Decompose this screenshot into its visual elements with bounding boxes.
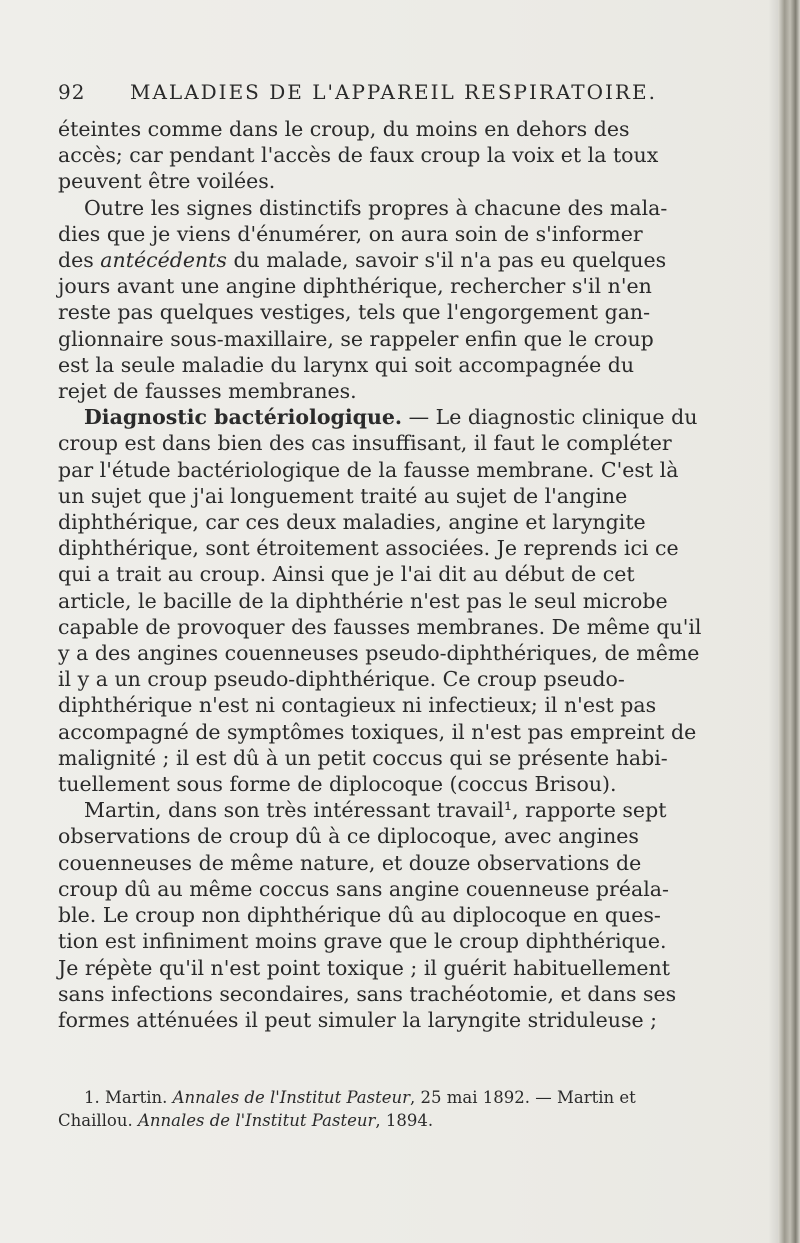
page-header — [58, 80, 758, 110]
text-line: rejet de fausses membranes. — [58, 379, 357, 404]
text-fragment: Chaillou. — [58, 1111, 138, 1130]
text-line — [58, 247, 770, 273]
footnote-line — [58, 1109, 770, 1132]
text-line: diphthérique, sont étroitement associées. Je reprends ici ce — [58, 536, 679, 561]
text-line: ble. Le croup non diphthérique dû au diplocoque en ques- — [58, 903, 661, 928]
footnotes — [58, 1086, 770, 1132]
page-number: 92 — [58, 80, 86, 104]
text-fragment: , 25 mai 1892. — Martin et — [410, 1088, 636, 1107]
text-line: reste pas quelques vestiges, tels que l'engorgement gan- — [58, 300, 651, 325]
text-line: sans infections secondaires, sans trachéotomie, et dans ses — [58, 981, 677, 1006]
text-line: observations de croup dû à ce diplocoque, avec angines — [58, 824, 639, 849]
text-line: peuvent être voilées. — [58, 169, 276, 194]
text-line: croup est dans bien des cas insuffisant, il faut le compléter — [58, 431, 672, 456]
italic-title: Annales de l'Institut Pasteur — [137, 1111, 376, 1130]
text-line — [58, 404, 770, 430]
text-line: est la seule maladie du larynx qui soit accompagnée du — [58, 352, 635, 377]
text-line: il y a un croup pseudo-diphthérique. Ce croup pseudo- — [58, 667, 625, 692]
text-line: malignité ; il est dû à un petit coccus qui se présente habi- — [58, 745, 668, 770]
text-line: formes atténuées il peut simuler la laryngite striduleuse ; — [58, 1007, 658, 1032]
body-text — [58, 116, 770, 1033]
text-line: accès; car pendant l'accès de faux croup la voix et la toux — [58, 143, 659, 168]
text-line: jours avant une angine diphthérique, rechercher s'il n'en — [58, 274, 652, 299]
section-heading: Diagnostic bactériologique. — [84, 405, 403, 430]
text-line: éteintes comme dans le croup, du moins en dehors des — [58, 117, 630, 141]
text-fragment: du malade, savoir s'il n'a pas eu quelques — [226, 248, 667, 273]
page-binding-edge — [778, 0, 800, 1243]
text-fragment: des — [58, 248, 101, 273]
text-line: couenneuses de même nature, et douze observations de — [58, 850, 642, 875]
footnote-line — [58, 1086, 770, 1109]
italic-title: Annales de l'Institut Pasteur — [172, 1088, 411, 1107]
text-line: capable de provoquer des fausses membranes. De même qu'il — [58, 614, 702, 639]
text-line: accompagné de symptômes toxiques, il n'est pas empreint de — [58, 719, 697, 744]
text-fragment: 1. Martin. — [84, 1088, 173, 1107]
text-line: Je répète qu'il n'est point toxique ; il guérit habituellement — [58, 955, 670, 980]
text-line: diphthérique, car ces deux maladies, angine et laryngite — [58, 510, 646, 535]
text-line: un sujet que j'ai longuement traité au sujet de l'angine — [58, 483, 628, 508]
text-line: dies que je viens d'énumérer, on aura soin de s'informer — [58, 221, 643, 246]
text-line: glionnaire sous-maxillaire, se rappeler enfin que le croup — [58, 326, 654, 351]
text-line: article, le bacille de la diphthérie n'est pas le seul microbe — [58, 588, 668, 613]
text-fragment: — Le diagnostic clinique du — [402, 405, 698, 430]
text-line: tion est infiniment moins grave que le croup diphthérique. — [58, 929, 667, 954]
text-line: diphthérique n'est ni contagieux ni infectieux; il n'est pas — [58, 693, 657, 718]
text-line: Martin, dans son très intéressant travail¹, rapporte sept — [84, 798, 667, 823]
running-head: MALADIES DE L'APPAREIL RESPIRATOIRE. — [130, 80, 657, 104]
italic-term: antécédents — [100, 248, 227, 273]
text-fragment: , 1894. — [375, 1111, 434, 1130]
text-line: croup dû au même coccus sans angine couenneuse préala- — [58, 876, 669, 901]
text-line: y a des angines couenneuses pseudo-diphthériques, de même — [58, 641, 700, 666]
text-line: qui a trait au croup. Ainsi que je l'ai dit au début de cet — [58, 562, 635, 587]
text-line: Outre les signes distinctifs propres à chacune des mala- — [84, 195, 668, 220]
text-line: par l'étude bactériologique de la fausse membrane. C'est là — [58, 457, 679, 482]
text-line: tuellement sous forme de diplocoque (coccus Brisou). — [58, 772, 617, 797]
